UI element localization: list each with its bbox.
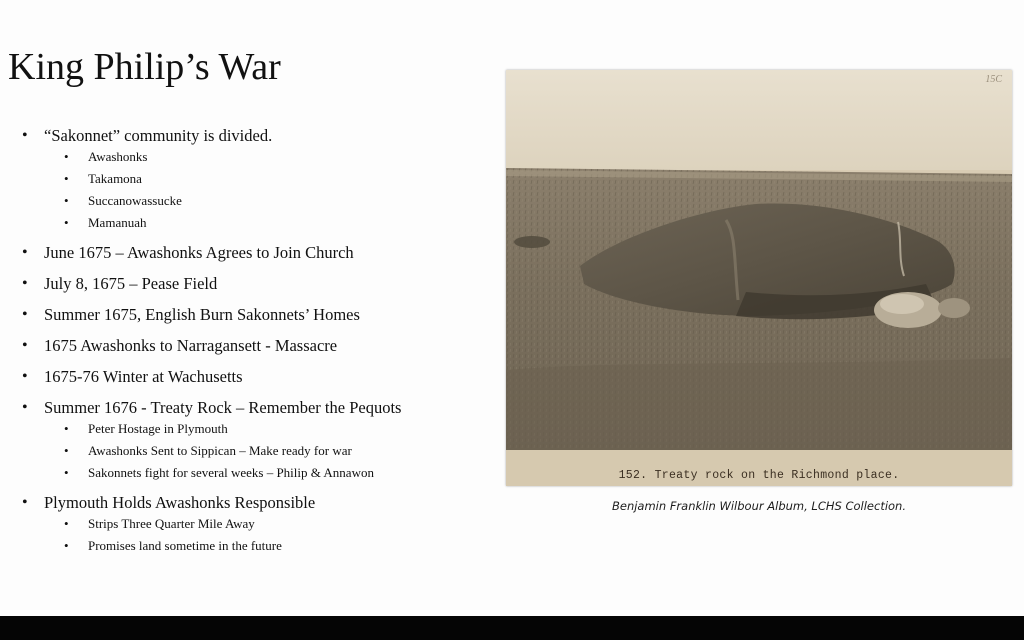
sub-bullet-item: • Awashonks [22, 149, 492, 171]
bullet-item: • Summer 1676 - Treaty Rock – Remember the Pequots [22, 398, 492, 429]
slide-title: King Philip’s War [8, 46, 281, 88]
sub-bullet-item: • Awashonks Sent to Sippican – Make ready for war [22, 443, 492, 465]
bullet-list [22, 126, 492, 566]
treaty-rock-photo [506, 70, 1012, 486]
sub-bullet-item: • Takamona [22, 171, 492, 193]
bullet-item: • July 8, 1675 – Pease Field [22, 274, 492, 305]
sub-bullet-item: • Succanowassucke [22, 193, 492, 215]
bullet-item: • “Sakonnet” community is divided. [22, 126, 492, 157]
bullet-item: • June 1675 – Awashonks Agrees to Join Church [22, 243, 492, 274]
sub-bullet-item: • Promises land sometime in the future [22, 538, 492, 560]
sub-bullet-list [22, 421, 492, 487]
bullet-item: • Plymouth Holds Awashonks Responsible [22, 493, 492, 524]
photo-caption: Benjamin Franklin Wilbour Album, LCHS Collection. [611, 499, 907, 513]
bullet-item: • 1675-76 Winter at Wachusetts [22, 367, 492, 398]
sub-bullet-item: • Mamanuah [22, 215, 492, 237]
bullet-item: • 1675 Awashonks to Narragansett - Massacre [22, 336, 492, 367]
sub-bullet-list [22, 149, 492, 237]
bottom-black-bar [0, 616, 1024, 640]
photo-corner-mark: 15C [985, 74, 1002, 85]
sub-bullet-item: • Strips Three Quarter Mile Away [22, 516, 492, 538]
sub-bullet-item: • Sakonnets fight for several weeks – Philip & Annawon [22, 465, 492, 487]
photo-label: 152. Treaty rock on the Richmond place. [618, 469, 900, 482]
sub-bullet-list [22, 516, 492, 560]
bullet-item: • Summer 1675, English Burn Sakonnets’ Homes [22, 305, 492, 336]
sub-bullet-item: • Peter Hostage in Plymouth [22, 421, 492, 443]
treaty-rock-image [506, 70, 1012, 486]
